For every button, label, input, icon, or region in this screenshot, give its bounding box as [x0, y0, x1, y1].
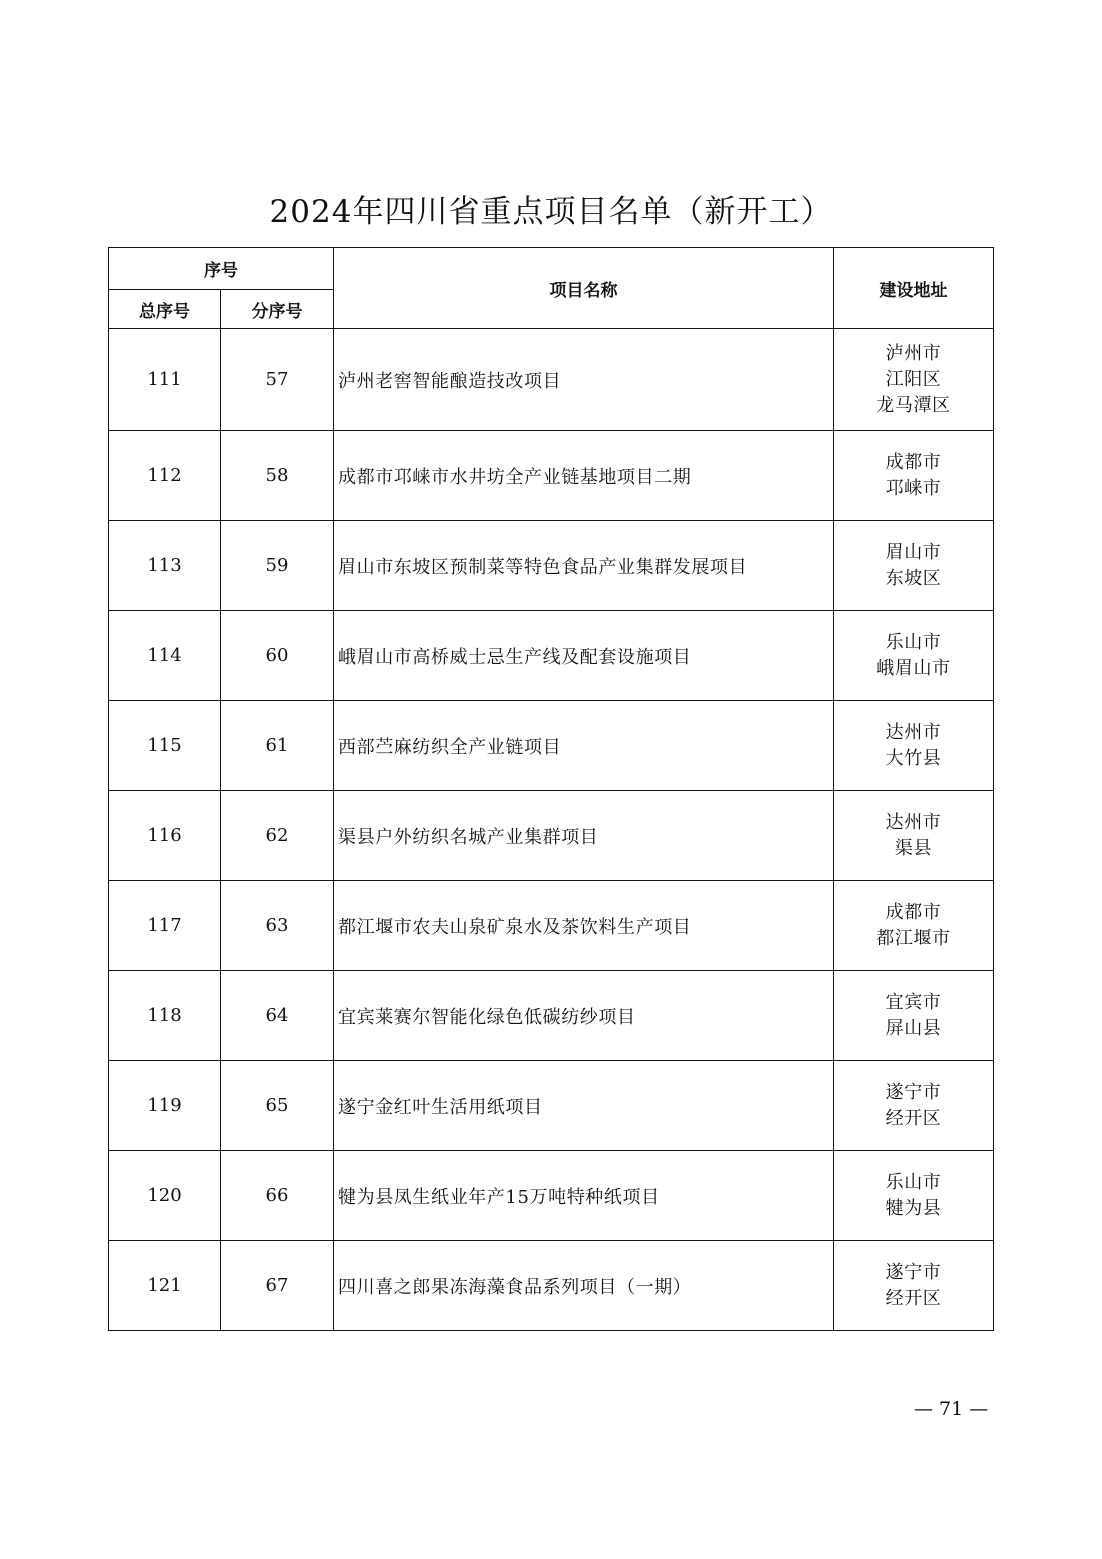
location-line: 渠县 [894, 837, 933, 859]
table-row [109, 701, 994, 791]
total-seq-cell: 121 [109, 1241, 221, 1331]
location-cell [834, 329, 994, 431]
total-seq-cell: 116 [109, 791, 221, 881]
sub-seq-cell: 63 [221, 881, 334, 971]
total-seq-cell: 113 [109, 521, 221, 611]
header-location: 建设地址 [834, 248, 994, 329]
location-line: 达州市 [885, 721, 942, 743]
location-line: 东坡区 [885, 567, 942, 589]
location-line: 江阳区 [885, 368, 942, 390]
location-cell [834, 1241, 994, 1331]
location-cell [834, 431, 994, 521]
location-line: 成都市 [885, 901, 942, 923]
location-cell [834, 521, 994, 611]
total-seq-cell: 119 [109, 1061, 221, 1151]
table-row [109, 1151, 994, 1241]
location-line: 都江堰市 [876, 927, 951, 949]
location-line: 宜宾市 [885, 991, 942, 1013]
location-line: 峨眉山市 [876, 657, 951, 679]
sub-seq-cell: 59 [221, 521, 334, 611]
project-name-cell: 渠县户外纺织名城产业集群项目 [334, 791, 834, 881]
sub-seq-cell: 61 [221, 701, 334, 791]
project-name-cell: 都江堰市农夫山泉矿泉水及茶饮料生产项目 [334, 881, 834, 971]
location-line: 达州市 [885, 811, 942, 833]
project-table [108, 247, 994, 1331]
project-name-cell: 遂宁金红叶生活用纸项目 [334, 1061, 834, 1151]
location-line: 成都市 [885, 451, 942, 473]
location-line: 眉山市 [885, 541, 942, 563]
location-line: 乐山市 [885, 631, 942, 653]
table-row [109, 329, 994, 431]
location-cell [834, 881, 994, 971]
header-project-name: 项目名称 [334, 248, 834, 329]
location-line: 屏山县 [885, 1017, 942, 1039]
total-seq-cell: 114 [109, 611, 221, 701]
header-total-seq: 总序号 [109, 290, 221, 329]
project-name-cell: 成都市邛崃市水井坊全产业链基地项目二期 [334, 431, 834, 521]
table-row [109, 431, 994, 521]
page-number: — 71 — [914, 1398, 989, 1420]
location-line: 经开区 [885, 1287, 942, 1309]
project-name-cell: 宜宾莱赛尔智能化绿色低碳纺纱项目 [334, 971, 834, 1061]
total-seq-cell: 112 [109, 431, 221, 521]
total-seq-cell: 117 [109, 881, 221, 971]
location-line: 邛崃市 [885, 477, 942, 499]
sub-seq-cell: 67 [221, 1241, 334, 1331]
table-row [109, 881, 994, 971]
project-name-cell: 犍为县凤生纸业年产15万吨特种纸项目 [334, 1151, 834, 1241]
location-line: 龙马潭区 [876, 394, 951, 416]
table-row [109, 1241, 994, 1331]
location-line: 经开区 [885, 1107, 942, 1129]
project-name-cell: 峨眉山市高桥威士忌生产线及配套设施项目 [334, 611, 834, 701]
location-line: 犍为县 [885, 1197, 942, 1219]
sub-seq-cell: 65 [221, 1061, 334, 1151]
sub-seq-cell: 62 [221, 791, 334, 881]
page-title: 2024年四川省重点项目名单（新开工） [269, 194, 833, 230]
location-cell [834, 1061, 994, 1151]
location-cell [834, 971, 994, 1061]
sub-seq-cell: 64 [221, 971, 334, 1061]
location-line: 大竹县 [885, 747, 942, 769]
sub-seq-cell: 60 [221, 611, 334, 701]
header-sub-seq: 分序号 [221, 290, 334, 329]
total-seq-cell: 115 [109, 701, 221, 791]
location-cell [834, 611, 994, 701]
location-line: 遂宁市 [885, 1261, 942, 1283]
project-name-cell: 眉山市东坡区预制菜等特色食品产业集群发展项目 [334, 521, 834, 611]
location-line: 泸州市 [885, 342, 942, 364]
table-row [109, 611, 994, 701]
location-cell [834, 701, 994, 791]
project-name-cell: 四川喜之郎果冻海藻食品系列项目（一期） [334, 1241, 834, 1331]
total-seq-cell: 120 [109, 1151, 221, 1241]
sub-seq-cell: 57 [221, 329, 334, 431]
project-name-cell: 泸州老窖智能酿造技改项目 [334, 329, 834, 431]
table-row [109, 791, 994, 881]
table-row [109, 971, 994, 1061]
sub-seq-cell: 66 [221, 1151, 334, 1241]
location-line: 遂宁市 [885, 1081, 942, 1103]
location-cell [834, 791, 994, 881]
total-seq-cell: 118 [109, 971, 221, 1061]
project-name-cell: 西部苎麻纺织全产业链项目 [334, 701, 834, 791]
location-line: 乐山市 [885, 1171, 942, 1193]
table-row [109, 521, 994, 611]
sub-seq-cell: 58 [221, 431, 334, 521]
location-cell [834, 1151, 994, 1241]
total-seq-cell: 111 [109, 329, 221, 431]
header-seq-group: 序号 [109, 248, 334, 290]
table-row [109, 1061, 994, 1151]
